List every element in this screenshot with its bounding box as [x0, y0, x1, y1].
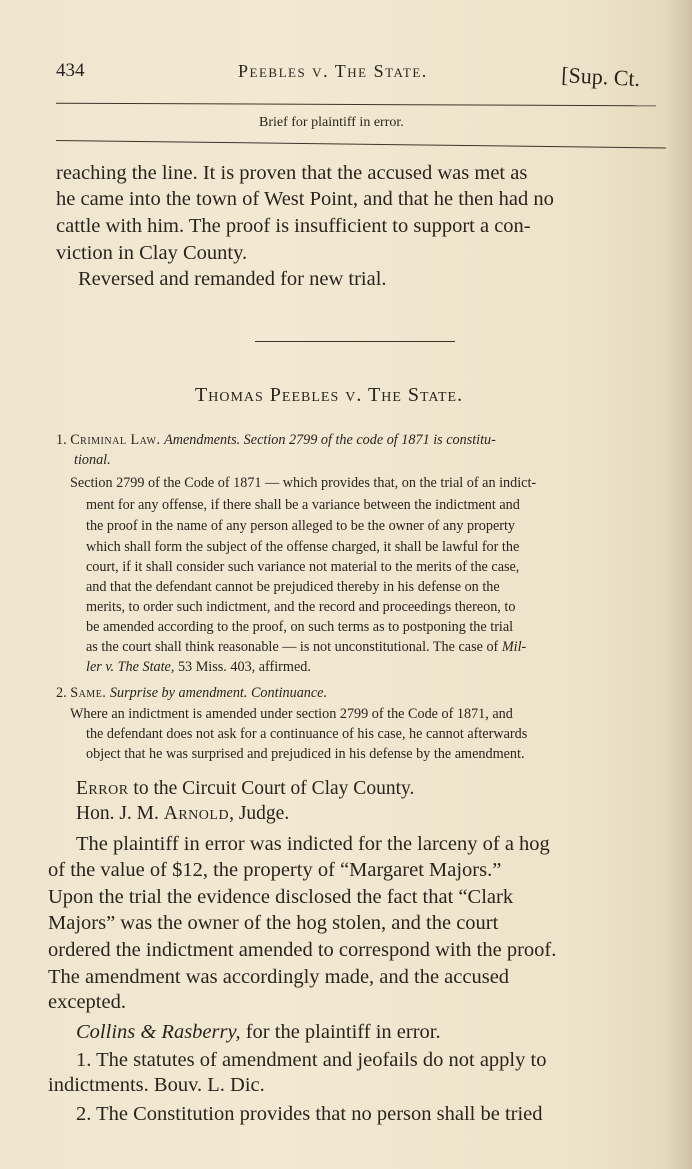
disposition-line: Reversed and remanded for new trial.: [78, 268, 387, 290]
citation-text: 53 Miss. 403, affirmed.: [174, 659, 311, 675]
header-rule-top: [56, 103, 656, 107]
facts-line-5: ordered the indictment amended to correspond with the proof.: [48, 939, 557, 961]
headnote-1-line-7: merits, to order such indictment, and the record and proceedings thereon, to: [86, 599, 516, 615]
running-head-title: Peebles v. The State.: [238, 61, 428, 81]
headnote-1-number: 1.: [56, 432, 67, 448]
headnote-1-line-6: and that the defendant cannot be prejudiced thereby in his defense on the: [86, 579, 500, 595]
headnote-1-line-8: be amended according to the proof, on such terms as to postponing the trial: [86, 619, 514, 635]
counsel-name: Collins & Rasberry,: [76, 1021, 241, 1043]
error-line: [76, 776, 414, 802]
argument-line-2: indictments. Bouv. L. Dic.: [48, 1074, 265, 1096]
court-tag: [Sup. Ct.: [560, 62, 641, 92]
page-edge-shadow: [666, 0, 692, 1169]
judge-prefix: Hon. J. M.: [76, 803, 164, 824]
headnote-1-topic: Criminal Law.: [70, 432, 161, 448]
opening-line-3: cattle with him. The proof is insufficient to support a con-: [56, 215, 531, 237]
headnote-2-line-2: the defendant does not ask for a continuance of his case, he cannot afterwards: [86, 726, 528, 742]
case-name-state: The State,: [117, 659, 175, 675]
facts-line-3: Upon the trial the evidence disclosed the fact that “Clark: [48, 886, 514, 908]
facts-line-1: The plaintiff in error was indicted for the larceny of a hog: [76, 833, 550, 855]
facts-line-2: of the value of $12, the property of “Margaret Majors.”: [48, 859, 502, 881]
headnote-2-line-1: Where an indictment is amended under section 2799 of the Code of 1871, and: [70, 706, 513, 722]
page-number: 434: [56, 60, 85, 81]
headnote-2-topic: Same.: [70, 685, 107, 701]
headnote-1-line-1: Section 2799 of the Code of 1871 — which provides that, on the trial of an indict-: [70, 475, 537, 491]
counsel-rest: for the plaintiff in error.: [240, 1021, 441, 1043]
headnote-1-line-9: [86, 637, 526, 657]
headnote-1-line-10: [86, 657, 311, 677]
judge-line: [76, 801, 289, 827]
argument-line-3: 2. The Constitution provides that no person shall be tried: [76, 1103, 543, 1125]
header-rule-bottom: [56, 140, 666, 148]
versus-abbrev: v.: [101, 659, 118, 675]
headnote-2-heading: [56, 683, 327, 703]
case-title: Thomas Peebles v. The State.: [195, 384, 464, 406]
judge-name: Arnold: [163, 803, 230, 824]
headnote-1-line-3: the proof in the name of any person alleged to be the owner of any property: [86, 518, 516, 534]
headnote-1-line-5: court, if it shall consider such variance not material to the merits of the case,: [86, 559, 520, 575]
section-divider: [255, 341, 455, 342]
headnote-1-heading: [56, 430, 496, 450]
error-caps: Error: [76, 778, 129, 799]
opening-line-2: he came into the town of West Point, and that he then had no: [56, 188, 554, 210]
argument-line-1: 1. The statutes of amendment and jeofails do not apply to: [76, 1049, 547, 1071]
case-name-miller-end: ler: [86, 659, 102, 675]
judge-suffix: , Judge.: [229, 803, 290, 824]
opening-line-4: viction in Clay County.: [56, 242, 248, 264]
brief-label: Brief for plaintiff in error.: [259, 115, 404, 130]
headnote-1-subtitle: Amendments. Section 2799 of the code of 1871 is constitu-: [164, 432, 496, 448]
headnote-1-line-9-text: as the court shall think reasonable — is not unconstitutional. The case of: [86, 639, 502, 655]
facts-line-4: Majors” was the owner of the hog stolen, and the court: [48, 912, 499, 934]
case-name-miller-part: Mil-: [501, 639, 527, 655]
headnote-2-line-3: object that he was surprised and prejudiced in his defense by the amendment.: [86, 746, 525, 762]
facts-line-7: excepted.: [48, 991, 126, 1013]
running-head: [56, 58, 656, 94]
opening-line-1: reaching the line. It is proven that the accused was met as: [56, 162, 528, 184]
headnote-1-subtitle-cont: tional.: [74, 452, 111, 468]
error-rest: to the Circuit Court of Clay County.: [128, 778, 415, 799]
headnote-1-line-4: which shall form the subject of the offense charged, it shall be lawful for the: [86, 539, 520, 555]
headnote-2-subtitle: Surprise by amendment. Continuance.: [109, 685, 328, 701]
counsel-line: [76, 1019, 441, 1045]
headnote-1-line-2: ment for any offense, if there shall be a variance between the indictment and: [86, 497, 520, 513]
facts-line-6: The amendment was accordingly made, and the accused: [48, 966, 510, 988]
headnote-2-number: 2.: [56, 685, 67, 701]
